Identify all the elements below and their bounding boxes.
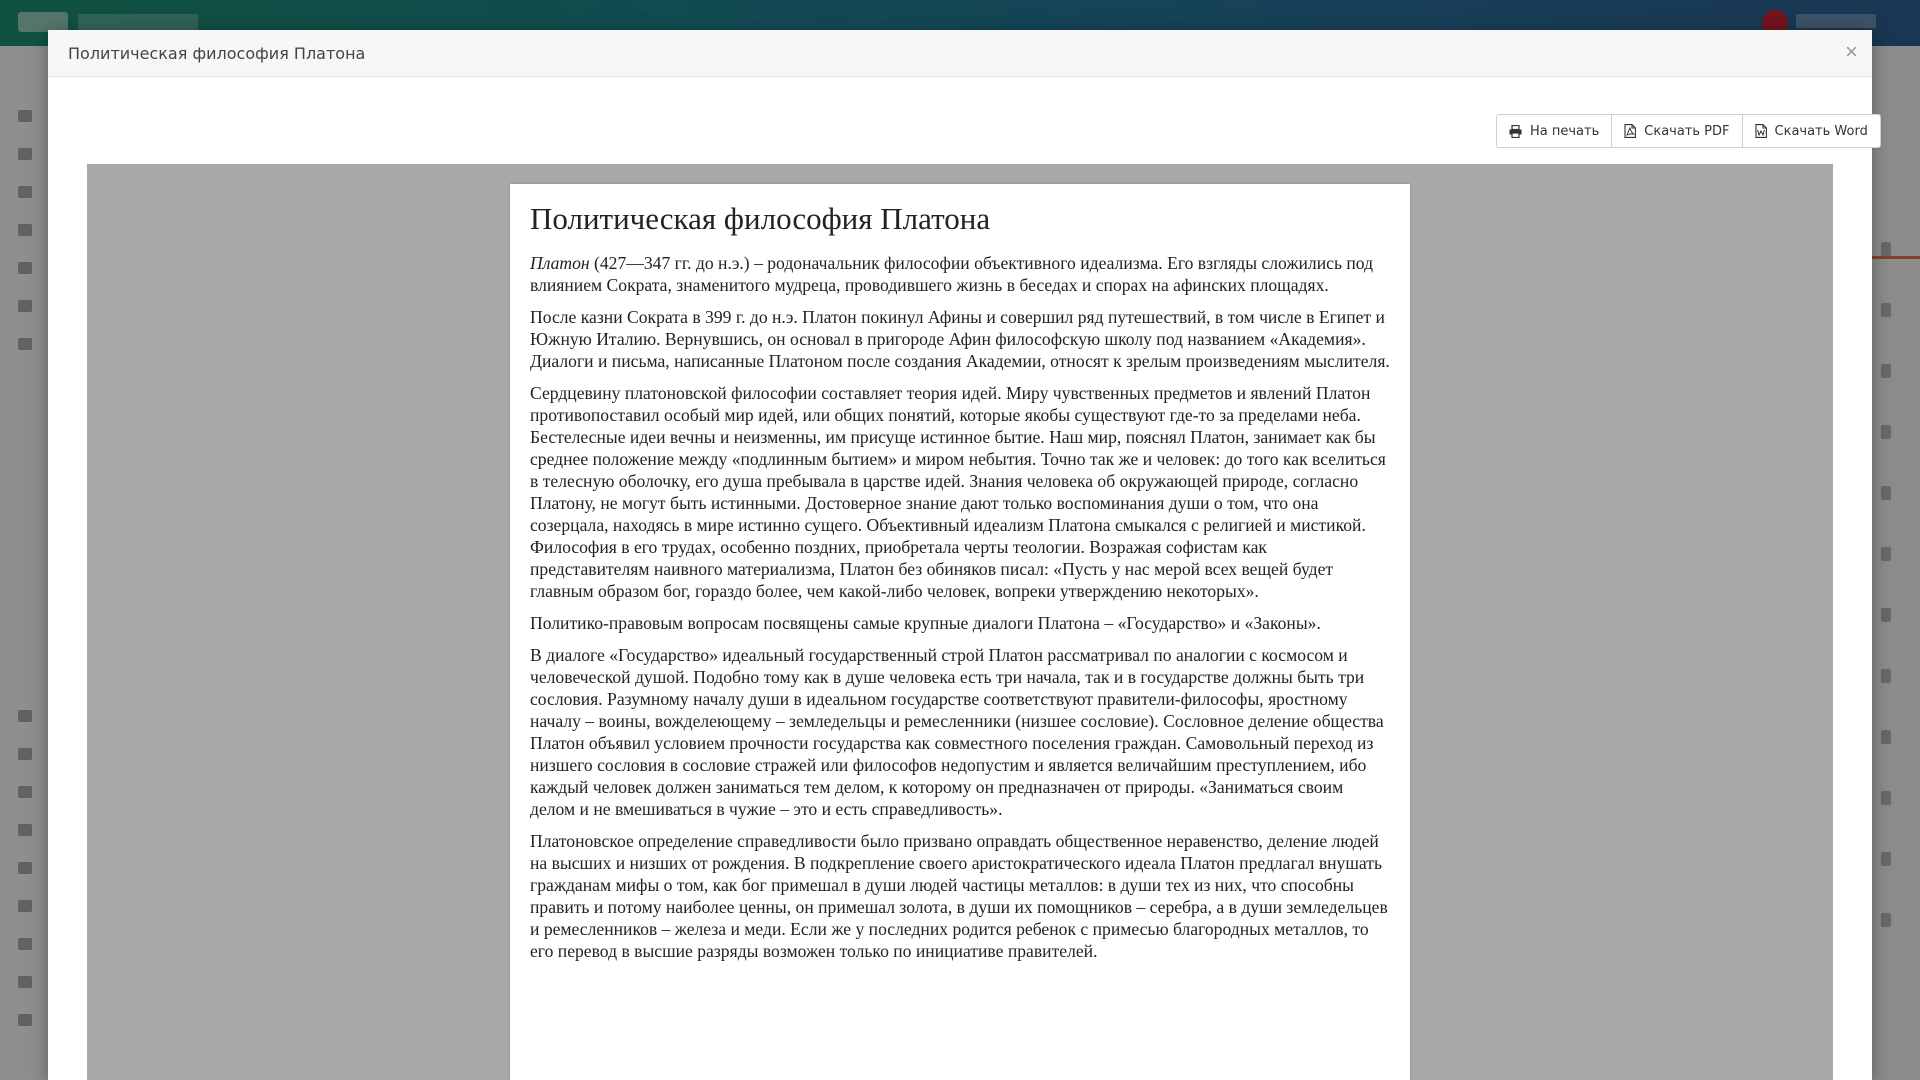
document-modal <box>48 30 1872 1080</box>
download-pdf-label: Скачать PDF <box>1644 123 1730 139</box>
paragraph-text: (427—347 гг. до н.э.) – родоначальник философии объективного идеализма. Его взгляды сложились под влиянием Сократа, знаменитого мудреца, проводившего жизнь в беседах и спорах на афинских площадях. <box>530 253 1374 295</box>
document-heading: Политическая философия Платона <box>530 201 991 236</box>
document-paragraph <box>530 382 1390 602</box>
paragraph-text: Сердцевину платоновской философии составляет теория идей. Миру чувственных предметов и явлений Платон противопоставил особый мир идей, или общих понятий, которые якобы существуют где-то за пределами неба. Бестелесные идеи вечны и неизменны, им присуще истинное бытие. Наш мир, пояснял Платон, занимает как бы среднее положение между «подлинным бытием» и миром небытия. Точно так же и человек: до того как вселиться в телесную оболочку, его душа пребывала в царстве идей. Знания человека об окружающей природе, согласно Платону, не могут быть истинными. Достоверное знание дают только воспоминания души о том, что она созерцала, находясь в мире истинно сущего. Объективный идеализм Платона смыкался с религией и мистикой. Философия в его трудах, особенно поздних, приобретала черты теологии. Возражая софистам как представителям наивного материализма, Платон без обиняков писал: «Пусть у нас мерой всех вещей будет главным образом бог, гораздо более, чем какой-либо человек, вопреки утверждению некоторых». <box>530 383 1386 601</box>
document-toolbar <box>1496 114 1881 148</box>
download-word-button[interactable] <box>1743 115 1880 147</box>
paragraph-lead: Платон <box>530 253 590 273</box>
close-icon[interactable]: × <box>1845 39 1858 64</box>
document-paragraph <box>530 644 1390 820</box>
paragraph-text: Политико-правовым вопросам посвящены самые крупные диалоги Платона – «Государство» и «Законы». <box>530 613 1321 633</box>
download-word-label: Скачать Word <box>1774 123 1868 139</box>
document-paragraph <box>530 612 1390 634</box>
paragraph-text: После казни Сократа в 399 г. до н.э. Платон покинул Афины и совершил ряд путешествий, в том числе в Египет и Южную Италию. Вернувшись, он основал в пригороде Афин философскую школу под названием «Академия». Диалоги и письма, написанные Платоном после создания Академии, относят к зрелым произведениям мыслителя. <box>530 307 1390 371</box>
document-page <box>510 184 1410 1080</box>
download-pdf-button[interactable] <box>1612 115 1742 147</box>
print-button-label: На печать <box>1530 123 1600 139</box>
document-paragraph <box>530 306 1390 372</box>
document-paragraph <box>530 252 1390 296</box>
paragraph-text: В диалоге «Государство» идеальный государственный строй Платон рассматривал по аналогии с космосом и человеческой душой. Подобно тому как в душе человека есть три начала, так и в государстве должны быть три сословия. Разумному началу души в идеальном государстве соответствуют правители-философы, яростному началу – воины, вожделеющему – земледельцы и ремесленники (низшее сословие). Сословное деление общества Платон объявил условием прочности государства как совместного поселения граждан. Самовольный переход из низшего сословия в сословие стражей или философов недопустим и является величайшим преступлением, ибо каждый человек должен заниматься тем делом, к которому он предназначен от природы. «Заниматься своим делом и не вмешиваться в чужие – это и есть справедливость». <box>530 645 1384 819</box>
modal-title: Политическая философия Платона <box>68 44 366 63</box>
print-button[interactable] <box>1497 115 1612 147</box>
paragraph-text: Платоновское определение справедливости было призвано оправдать общественное неравенство, деление людей на высших и низших от рождения. В подкрепление своего аристократического идеала Платон предлагал внушать гражданам мифы о том, как бог примешал в души людей частицы металлов: в души тех из них, что способны править и потому наиболее ценны, он примешал золота, в души их помощников – серебра, а в души земледельцев и ремесленников – железа и меди. Если же у последних родится ребенок с примесью благородных металлов, то его перевод в высшие разряды возможен только по инициативе правителей. <box>530 831 1388 961</box>
file-word-icon <box>1755 124 1767 138</box>
document-paragraph <box>530 830 1390 962</box>
file-pdf-icon <box>1624 124 1636 138</box>
printer-icon <box>1509 125 1522 138</box>
document-viewer[interactable] <box>87 164 1833 1080</box>
modal-header <box>48 30 1872 77</box>
